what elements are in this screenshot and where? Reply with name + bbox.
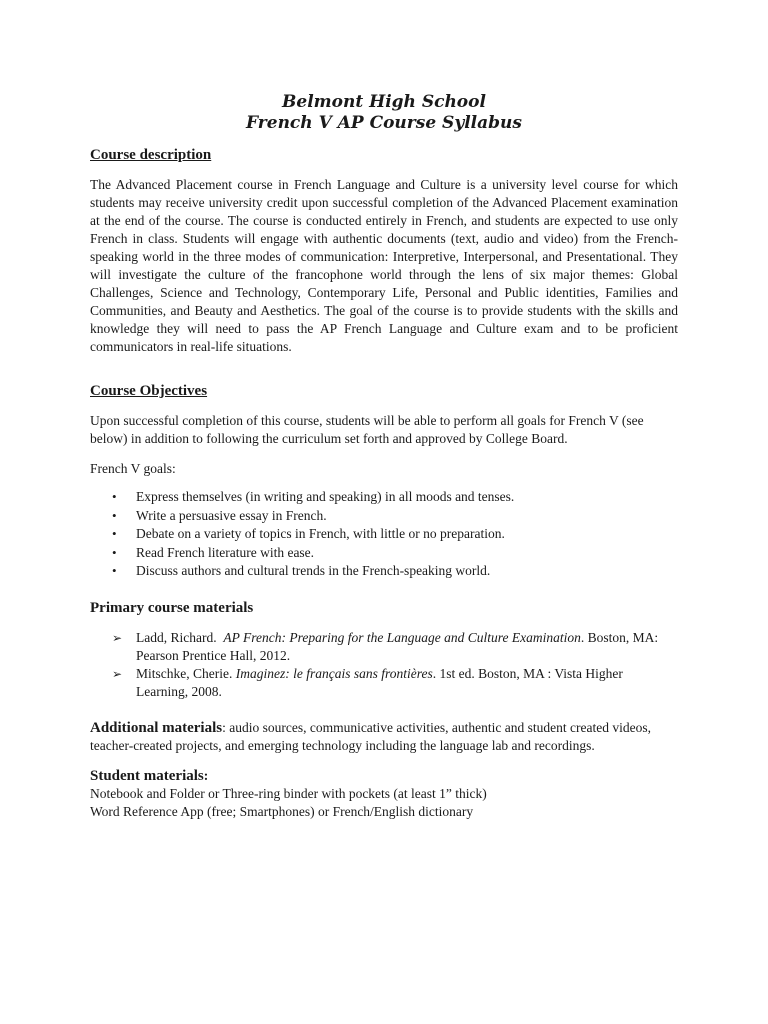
course-description-heading: Course description — [90, 147, 212, 163]
ref-title: Imaginez: le français sans frontières — [235, 665, 433, 681]
primary-materials-list — [90, 629, 678, 701]
student-materials-line: Notebook and Folder or Three-ring binder with pockets (at least 1” thick) — [90, 785, 487, 801]
course-objectives-heading: Course Objectives — [90, 383, 208, 399]
course-objectives-intro: Upon successful completion of this course, students will be able to perform all goals for French V (see below) in addition to following the curriculum set forth and approved by College Board. — [90, 413, 644, 446]
additional-materials-body: : audio sources, communicative activities, authentic and student created videos, teacher-created projects, and emerging technology including the language lab and recordings. — [90, 719, 651, 753]
list-item: • Debate on a variety of topics in French, with little or no preparation. — [112, 525, 678, 544]
goals-label: French V goals: — [90, 461, 176, 476]
ref-publication: . 1st ed. Boston, MA : Vista Higher Learning, 2008. — [136, 665, 623, 699]
arrow-bullet-icon: ➢ — [112, 630, 123, 645]
bullet-icon: • — [112, 563, 117, 578]
student-materials-line: Word Reference App (free; Smartphones) or French/English dictionary — [90, 803, 474, 819]
bullet-icon: • — [112, 526, 117, 541]
school-name: Belmont High School — [282, 92, 486, 112]
course-title: French V AP Course Syllabus — [246, 113, 522, 133]
additional-materials-label: Additional materials — [90, 719, 223, 736]
goals-list — [90, 488, 678, 581]
course-description-body: The Advanced Placement course in French Language and Culture is a university level course for which students may receive university credit upon successful completion of the Advanced Placement examination at the end of the course. The course is conducted entirely in French, and students are expected to use only French in class. Students will engage with authentic documents (text, audio and video) from the French-speaking world in the three modes of communication: Interpretive, Interpersonal, and Presentational. They will investigate the culture of the francophone world through the lens of six major themes: Global Challenges, Science and Technology, Contemporary Life, Personal and Public identities, Families and Communities, and Beauty and Aesthetics. The goal of the course is to provide students with the skills and knowledge they will need to pass the AP French Language and Culture exam and to be proficient communicators in real-life situations. — [90, 177, 678, 354]
ref-title: AP French: Preparing for the Language and Culture Examination — [223, 629, 581, 645]
student-materials-heading: Student materials: — [90, 767, 209, 784]
list-item: • Express themselves (in writing and speaking) in all moods and tenses. — [112, 488, 678, 507]
ref-author: Mitschke, Cherie. — [136, 665, 233, 681]
bullet-icon: • — [112, 544, 117, 560]
syllabus-page — [90, 92, 678, 821]
bullet-icon: • — [112, 489, 117, 504]
bullet-icon: • — [112, 507, 117, 523]
student-materials-label: Student materials — [90, 767, 204, 784]
additional-materials — [90, 719, 678, 755]
list-item — [112, 629, 678, 665]
ref-publication: . Boston, MA: Pearson Prentice Hall, 2012. — [136, 629, 659, 663]
list-item: • Write a persuasive essay in French. — [112, 507, 678, 526]
list-item — [112, 665, 678, 701]
primary-materials-heading: Primary course materials — [90, 599, 254, 616]
arrow-bullet-icon: ➢ — [112, 666, 123, 681]
list-item: • Read French literature with ease. — [112, 544, 678, 563]
ref-author: Ladd, Richard. — [136, 629, 217, 645]
list-item: • Discuss authors and cultural trends in the French-speaking world. — [112, 562, 678, 581]
